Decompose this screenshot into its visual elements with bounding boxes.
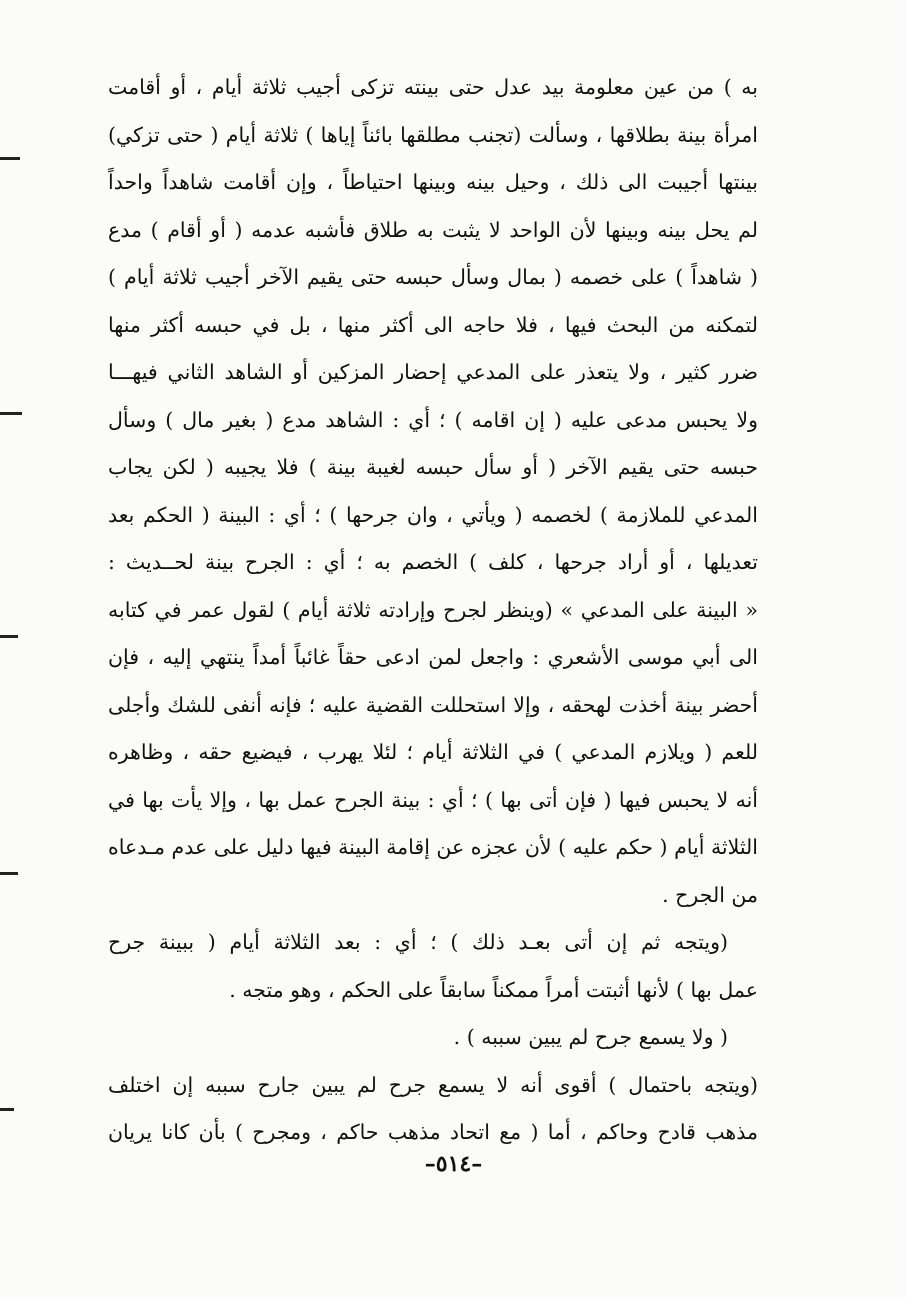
text-line: أنه لا يحبس فيها ( فإن أتى بها ) ؛ أي : بينة الجرح عمل بها ، وإلا يأت بها في xyxy=(108,787,758,812)
text-line: أحضر بينة أخذت لهحقه ، وإلا استحللت القضية عليه ؛ فإنه أنفى للشك وأجلى xyxy=(108,692,758,717)
margin-mark xyxy=(0,872,18,875)
text-line: لم يحل بينه وبينها لأن الواحد لا يثبت به طلاق فأشبه عدمه ( أو أقام ) مدع xyxy=(108,217,758,242)
page-number: –٥١٤– xyxy=(424,1151,483,1177)
text-line: الثلاثة أيام ( حكم عليه ) لأن عجزه عن إقامة البينة فيها دليل على عدم مـدعاه xyxy=(108,835,758,859)
text-line: بينتها أجيبت الى ذلك ، وحيل بينه وبينها احتياطاً ، وإن أقامت شاهداً واحداً xyxy=(108,170,758,194)
text-line: به ) من عين معلومة بيد عدل حتى بينته تزكى أجيب ثلاثة أيام ، أو أقامت xyxy=(108,75,758,99)
text-line: من الجرح . xyxy=(662,882,758,907)
text-line: « البينة على المدعي » (وينظر لجرح وإرادته ثلاثة أيام ) لقول عمر في كتابه xyxy=(108,597,758,622)
body-text xyxy=(108,64,758,1157)
text-line: ولا يحبس مدعى عليه ( إن اقامه ) ؛ أي : الشاهد مدع ( بغير مال ) وسأل xyxy=(108,407,758,432)
text-line: حبسه حتى يقيم الآخر ( أو سأل حبسه لغيبة بينة ) فلا يجيبه ( لكن يجاب xyxy=(108,455,758,479)
text-line: ( شاهداً ) على خصمه ( بمال وسأل حبسه حتى يقيم الآخر أجيب ثلاثة أيام ) xyxy=(108,265,758,289)
text-line: امرأة بينة بطلاقها ، وسألت (تجنب مطلقها بائناً إياها ) ثلاثة أيام ( حتى تزكي) xyxy=(108,122,758,147)
text-line: مذهب قادح وحاكم ، أما ( مع اتحاد مذهب حاكم ، ومجرح ) بأن كانا يريان xyxy=(108,1120,758,1144)
text-line: لتمكنه من البحث فيها ، فلا حاجه الى أكثر منها ، بل في حبسه أكثر منها xyxy=(108,312,758,337)
margin-mark xyxy=(0,635,18,638)
margin-mark xyxy=(0,157,20,160)
margin-mark xyxy=(0,412,22,415)
text-line: عمل بها ) لأنها أثبتت أمراً ممكناً سابقاً على الحكم ، وهو متجه . xyxy=(229,977,758,1002)
text-line: للعم ( ويلازم المدعي ) في الثلاثة أيام ؛ لئلا يهرب ، فيضيع حقه ، وظاهره xyxy=(108,740,758,764)
text-line: (ويتجه ثم إن أتى بعـد ذلك ) ؛ أي : بعد الثلاثة أيام ( ببينة جرح xyxy=(108,930,728,954)
text-line: الى أبي موسى الأشعري : واجعل لمن ادعى حقاً غائباً أمداً ينتهي إليه ، فإن xyxy=(108,645,758,669)
text-line: المدعي للملازمة ) لخصمه ( ويأتي ، وان جرحها ) ؛ أي : البينة ( الحكم بعد xyxy=(108,502,758,527)
text-line: ( ولا يسمع جرح لم يبين سببه ) . xyxy=(453,1025,728,1049)
text-line: تعديلها ، أو أراد جرحها ، كلف ) الخصم به ؛ أي : الجرح بينة لحــديث : xyxy=(108,550,758,574)
text-line: ضرر كثير ، ولا يتعذر على المدعي إحضار المزكين أو الشاهد الثاني فيهـــا xyxy=(108,360,758,384)
margin-mark xyxy=(0,1108,14,1111)
text-line: (ويتجه باحتمال ) أقوى أنه لا يسمع جرح لم يبين جارح سببه إن اختلف xyxy=(108,1072,758,1097)
